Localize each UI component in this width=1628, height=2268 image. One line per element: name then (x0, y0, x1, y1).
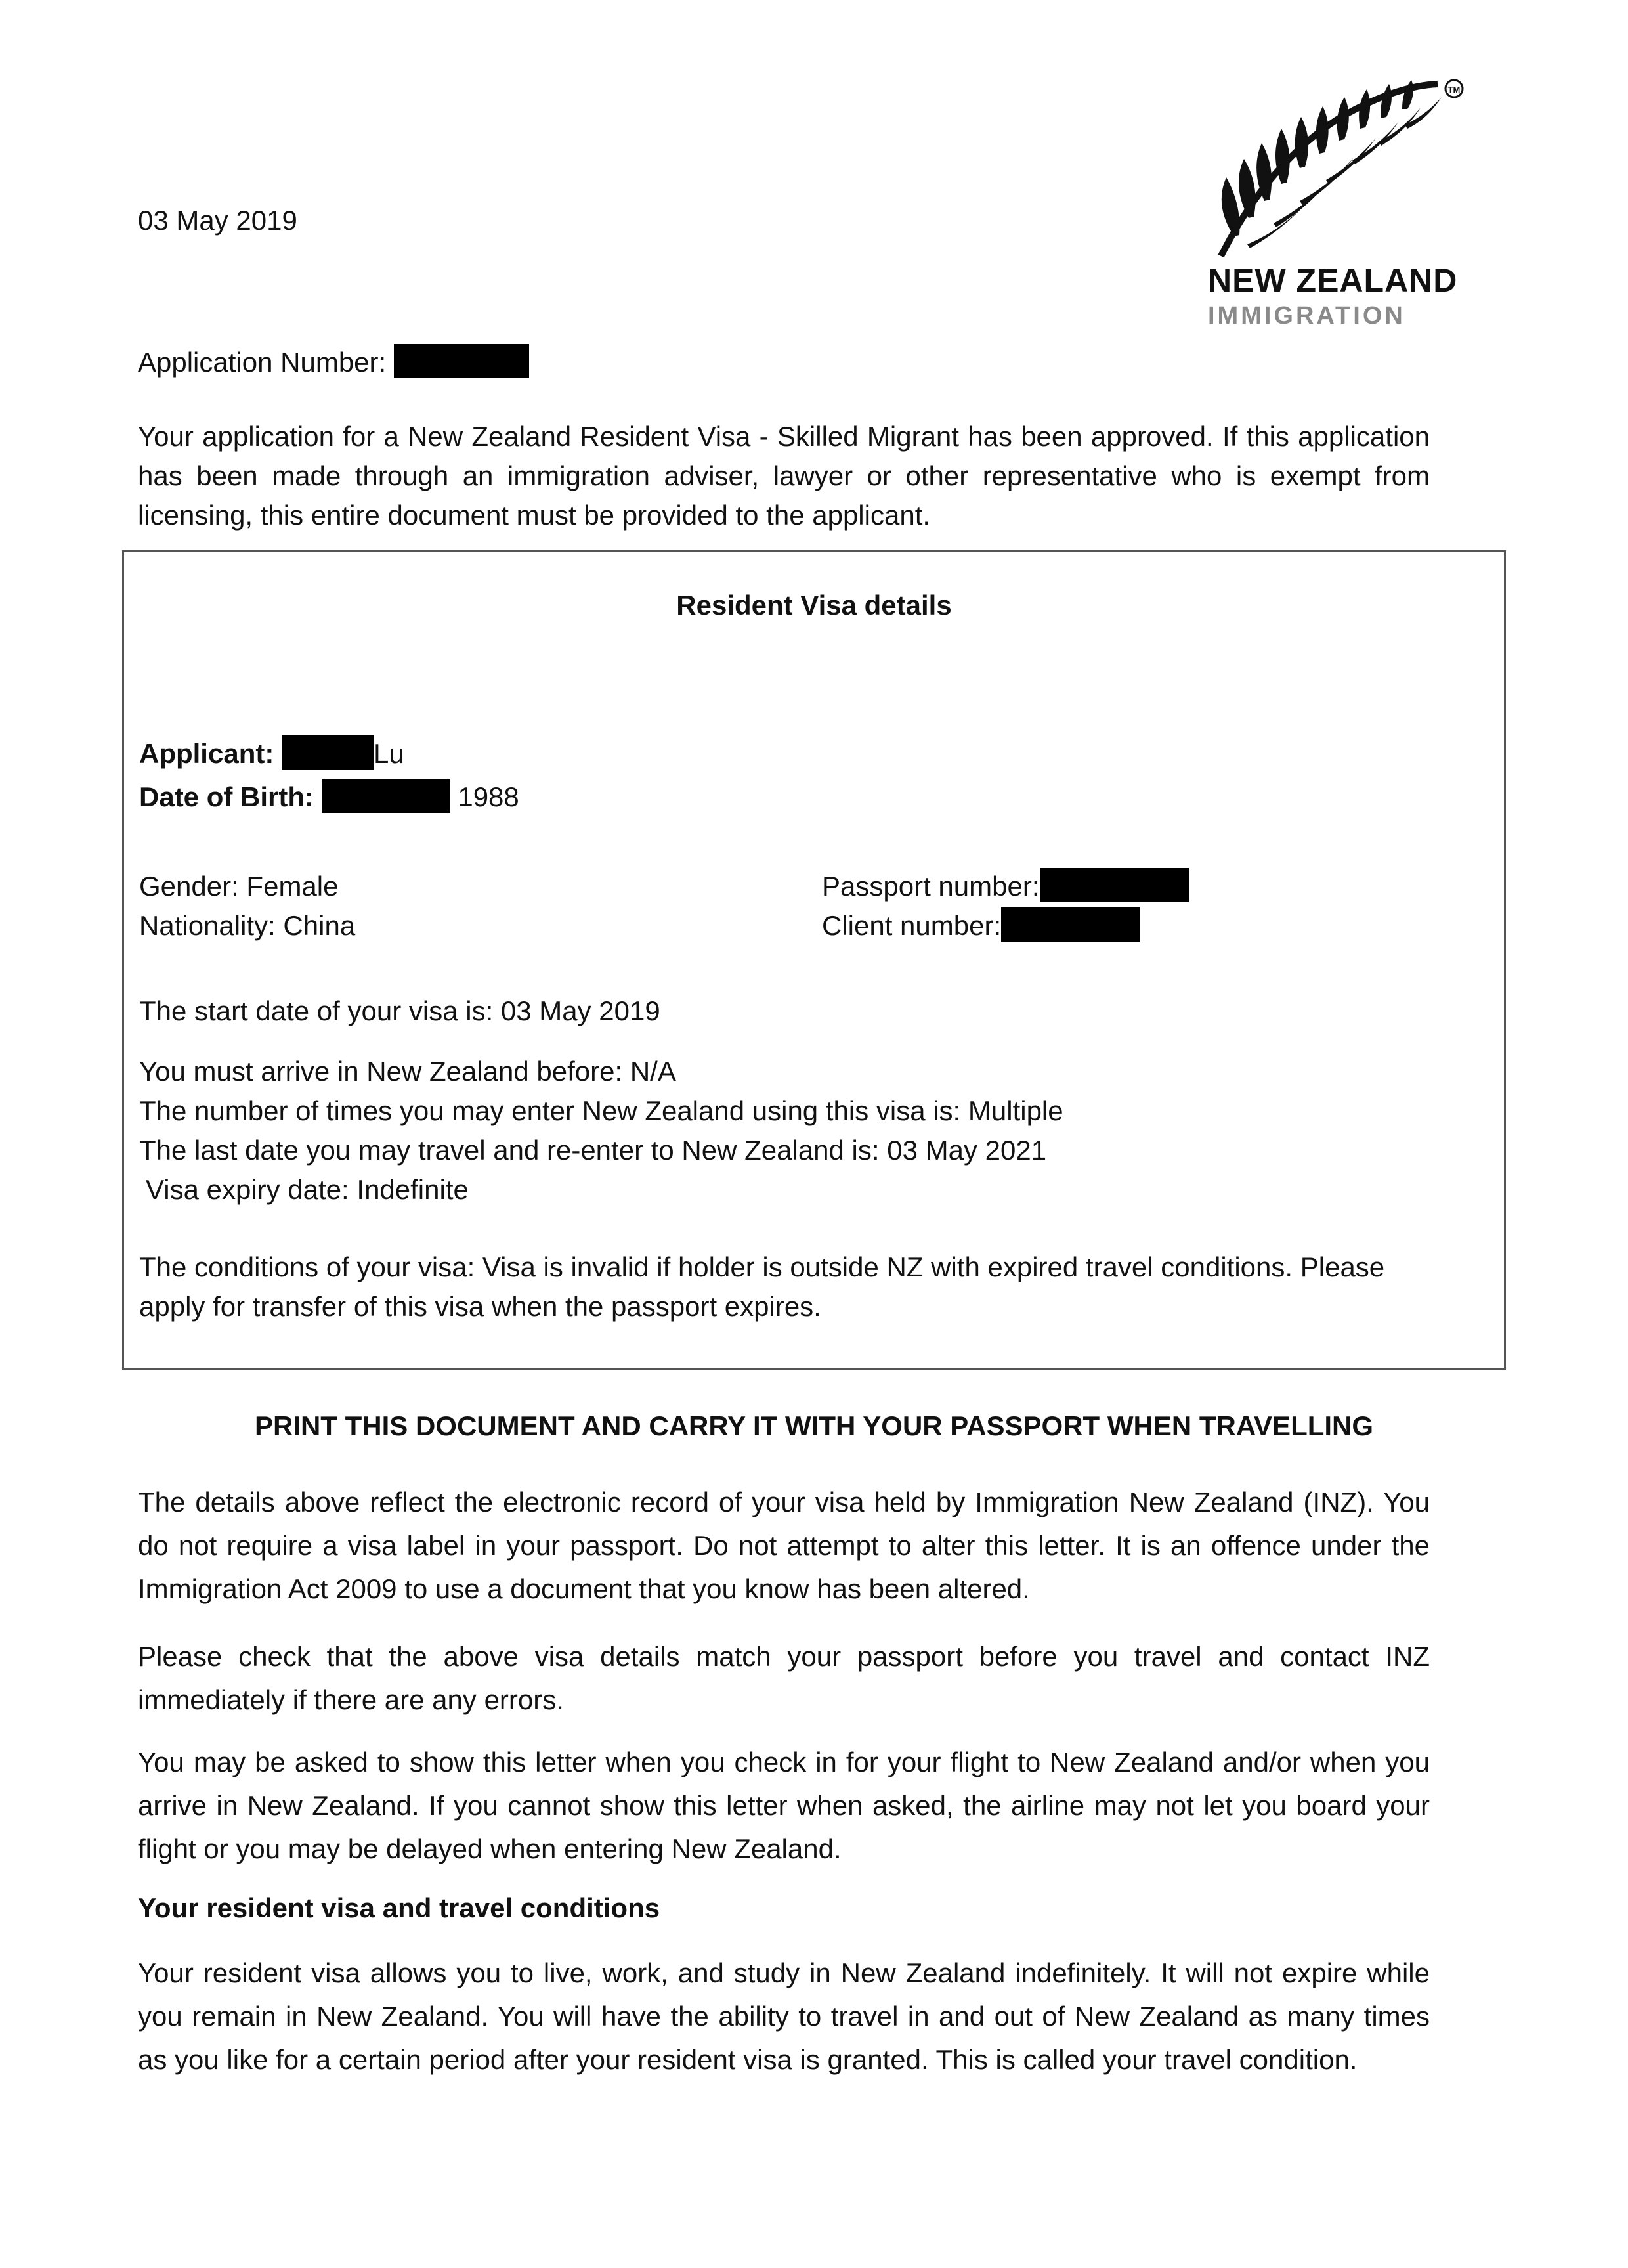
letter-date: 03 May 2019 (138, 205, 297, 236)
paragraph-travel-conditions: Your resident visa allows you to live, work, and study in New Zealand indefinitely. It will not expire while you remain in New Zealand. You will have the ability to travel in and out of New Zealand as many times as you like for a certain period after your resident visa is granted. This is called your travel condition. (138, 1957, 1430, 2075)
visa-start-date: The start date of your visa is: 03 May 2019 (139, 995, 660, 1026)
last-travel-date: The last date you may travel and re-enter to New Zealand is: 03 May 2021 (139, 1135, 1047, 1166)
logo-wordmark: NEW ZEALAND (1208, 262, 1458, 299)
applicant-label: Applicant: (139, 738, 274, 769)
redaction-bar (282, 735, 374, 770)
paragraph-check-details: Please check that the above visa details match your passport before you travel and contact INZ immediately if there are any errors. (138, 1641, 1430, 1715)
redaction-bar (322, 779, 450, 813)
passport-row (822, 867, 1189, 906)
visa-details-heading: Resident Visa details (676, 590, 952, 621)
client-label: Client number: (822, 910, 1002, 941)
number-of-entries: The number of times you may enter New Zealand using this visa is: Multiple (139, 1095, 1063, 1126)
dob-row (139, 777, 519, 817)
paragraph-show-letter: You may be asked to show this letter when you check in for your flight to New Zealand and/or when you arrive in New Zealand. If you cannot show this letter when asked, the airline may not let you board your flight or you may be delayed when entering New Zealand. (138, 1747, 1430, 1864)
arrive-before: You must arrive in New Zealand before: N/A (139, 1056, 676, 1087)
dob-label: Date of Birth: (139, 781, 314, 812)
application-number (138, 343, 529, 382)
passport-label: Passport number: (822, 871, 1040, 902)
silver-fern-icon (1208, 72, 1470, 263)
dob-year: 1988 (458, 781, 519, 812)
print-notice-heading: PRINT THIS DOCUMENT AND CARRY IT WITH YOUR PASSPORT WHEN TRAVELLING (254, 1410, 1374, 1441)
trademark-mark: TM (1447, 85, 1461, 95)
redaction-bar (1040, 868, 1189, 902)
application-number-label: Application Number: (138, 347, 387, 378)
redaction-bar (394, 344, 529, 378)
applicant-surname: Lu (374, 738, 404, 769)
visa-expiry: Visa expiry date: Indefinite (146, 1174, 469, 1205)
visa-details-box (122, 550, 1506, 1370)
visa-conditions: The conditions of your visa: Visa is invalid if holder is outside NZ with expired travel conditions. Please apply for transfer of this visa when the passport expires. (139, 1252, 1385, 1322)
redaction-bar (1001, 907, 1140, 942)
nz-immigration-logo (1208, 72, 1470, 341)
applicant-row (139, 734, 404, 774)
logo-subtitle: IMMIGRATION (1208, 302, 1405, 330)
travel-conditions-heading: Your resident visa and travel conditions (138, 1892, 660, 1923)
gender: Gender: Female (139, 871, 339, 902)
paragraph-electronic-record: The details above reflect the electronic record of your visa held by Immigration New Zealand (INZ). You do not require a visa label in your passport. Do not attempt to alter this letter. It is an offence under the Immigration Act 2009 to use a document that you know has been altered. (138, 1487, 1430, 1604)
nationality: Nationality: China (139, 910, 356, 941)
client-row (822, 906, 1140, 946)
intro-paragraph: Your application for a New Zealand Resident Visa - Skilled Migrant has been approved. If this application has been made through an immigration adviser, lawyer or other representative who is exempt from licensing, this entire document must be provided to the applicant. (138, 421, 1430, 531)
